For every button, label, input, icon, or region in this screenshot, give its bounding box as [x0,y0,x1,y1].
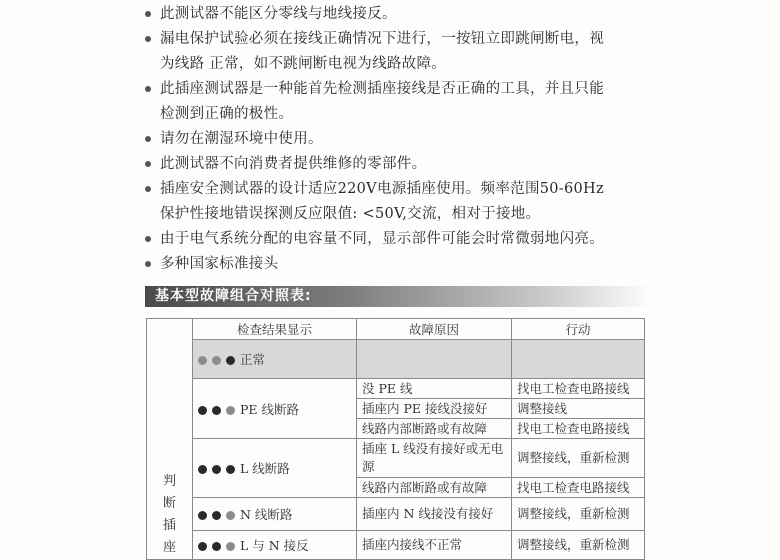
action-cell: 调整接线，重新检测 [512,439,645,478]
side-label: 判 断 插 座 [147,319,193,560]
fault-table [146,318,645,560]
action-cell [512,340,645,379]
status-cell: N 线断路 [193,498,357,531]
cause-cell: 插座内 PE 接线没接好 [357,399,512,419]
bullet-dot-icon [145,261,151,267]
indicator-light-icon [226,406,235,415]
table-header-row [147,319,645,340]
action-cell: 找电工检查电路接线 [512,379,645,399]
bullet-list [145,2,645,277]
table-row [147,439,645,478]
indicator-light-icon [198,406,207,415]
status-cell: L 与 N 接反 [193,531,357,560]
table-row [147,531,645,560]
cause-cell: 插座内 N 线接没有接好 [357,498,512,531]
bullet-dot-icon [145,36,151,42]
header-cause: 故障原因 [357,319,512,340]
bullet-dot-icon [145,236,151,242]
table-row [147,498,645,531]
cause-cell: 线路内部断路或有故障 [357,478,512,498]
indicator-light-icon [212,406,221,415]
table-row [147,379,645,399]
bullet-dot-icon [145,86,151,92]
bullet-item: 多种国家标准接头 [145,252,645,277]
cause-cell: 插座 L 线没有接好或无电源 [357,439,512,478]
cause-cell [357,340,512,379]
action-cell: 找电工检查电路接线 [512,419,645,439]
cause-cell: 没 PE 线 [357,379,512,399]
status-cell: PE 线断路 [193,379,357,439]
bullet-item: 漏电保护试验必须在接线正确情况下进行，一按钮立即跳闸断电，视 为线路 正常，如不跳闸断电视为线路故障。 [145,27,645,77]
table-row [147,340,645,379]
action-cell: 找电工检查电路接线 [512,478,645,498]
bullet-dot-icon [145,11,151,17]
cause-cell: 插座内接线不正常 [357,531,512,560]
bullet-dot-icon [145,136,151,142]
bullet-dot-icon [145,161,151,167]
header-result: 检查结果显示 [193,319,357,340]
indicator-light-icon [226,465,235,474]
bullet-item: 此测试器不能区分零线与地线接反。 [145,2,645,27]
cause-cell: 线路内部断路或有故障 [357,419,512,439]
status-cell: 正常 [193,340,357,379]
indicator-light-icon [212,542,221,551]
header-action: 行动 [512,319,645,340]
bullet-item: 此插座测试器是一种能首先检测插座接线是否正确的工具，并且只能 检测到正确的极性。 [145,77,645,127]
indicator-light-icon [212,511,221,520]
indicator-light-icon [226,542,235,551]
indicator-light-icon [198,356,207,365]
action-cell: 调整接线，重新检测 [512,498,645,531]
bullet-item: 请勿在潮湿环境中使用。 [145,127,645,152]
bullet-dot-icon [145,186,151,192]
indicator-light-icon [198,542,207,551]
indicator-light-icon [212,356,221,365]
indicator-light-icon [198,511,207,520]
bullet-item: 此测试器不向消费者提供维修的零部件。 [145,152,645,177]
indicator-light-icon [198,465,207,474]
bullet-item: 插座安全测试器的设计适应220V电源插座使用。频率范围50-60Hz 保护性接地错误探测反应限值: <50V,交流，相对于接地。 [145,177,645,227]
indicator-light-icon [226,356,235,365]
section-title: 基本型故障组合对照表: [145,286,651,307]
action-cell: 调整接线 [512,399,645,419]
action-cell: 调整接线，重新检测 [512,531,645,560]
status-cell: L 线断路 [193,439,357,498]
bullet-item: 由于电气系统分配的电容量不同，显示部件可能会时常微弱地闪亮。 [145,227,645,252]
indicator-light-icon [212,465,221,474]
indicator-light-icon [226,511,235,520]
